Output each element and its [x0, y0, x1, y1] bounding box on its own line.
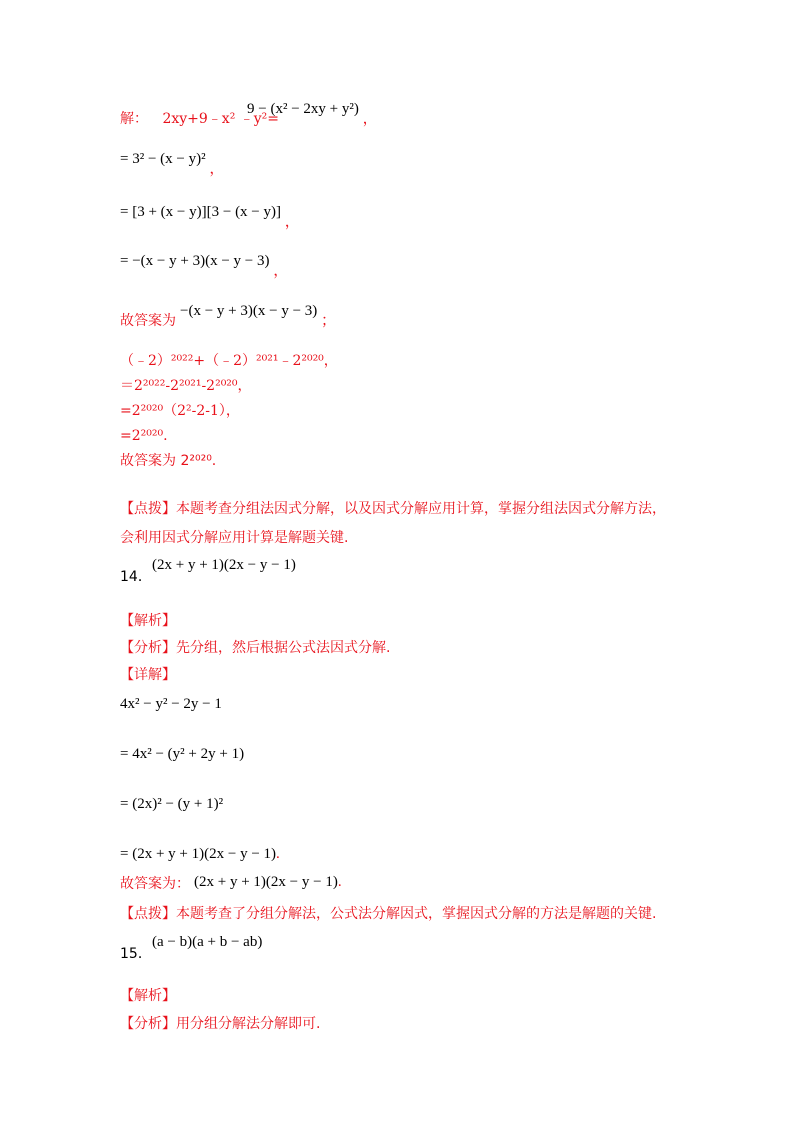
- calc-line-2: ＝2²⁰²²-2²⁰²¹-2²⁰²⁰，: [120, 378, 252, 394]
- answer-expr: −(x − y + 3)(x − y − 3): [180, 303, 318, 319]
- question-14-number: 14．: [120, 569, 152, 585]
- analysis-header-15: 【解析】: [120, 988, 176, 1004]
- line-end-1: ，: [362, 111, 378, 127]
- line-end-5: ；: [321, 313, 337, 329]
- math-expr-1: 9 − (x² − 2xy + y²): [247, 101, 359, 117]
- answer-line-13b: 故答案为 2²⁰²⁰.: [120, 453, 217, 469]
- step-3: = (2x)² − (y + 1)²: [120, 796, 224, 812]
- answer-math-13a: [180, 302, 337, 329]
- step-4-expr: = (2x + y + 1)(2x − y − 1): [120, 846, 277, 862]
- analysis-14: 【分析】先分组，然后根据公式法因式分解.: [120, 640, 391, 656]
- question-15-number: 15．: [120, 946, 152, 962]
- answer-label-14: 故答案为：: [120, 876, 190, 892]
- tip-14: 【点拨】本题考查了分组分解法，公式法分解因式，掌握因式分解的方法是解题的关键.: [120, 906, 657, 922]
- calc-line-3: =2²⁰²⁰（2²-2-1），: [120, 403, 240, 419]
- line-end-2: ，: [209, 161, 225, 177]
- answer-line-14: [120, 875, 190, 893]
- step-2: = 4x² − (y² + 2y + 1): [120, 746, 245, 762]
- answer-math-14: [194, 873, 342, 891]
- math-line-4: [120, 252, 289, 279]
- math-expr-2: = 3² − (x − y)²: [120, 151, 206, 167]
- answer-expr-14: (2x + y + 1)(2x − y − 1): [194, 874, 338, 890]
- question-15-answer: (a − b)(a + b − ab): [152, 934, 263, 950]
- calc-line-4: =2²⁰²⁰.: [120, 428, 168, 444]
- step-4: [120, 845, 280, 863]
- answer-line-13a: [120, 312, 176, 330]
- answer-label: 故答案为: [120, 313, 176, 329]
- detail-header-14: 【详解】: [120, 667, 176, 683]
- tip-line-1: 【点拨】本题考查分组法因式分解，以及因式分解应用计算，掌握分组法因式分解方法，: [120, 501, 666, 517]
- answer-end-14: .: [337, 874, 342, 890]
- calc-line-1: （﹣2）²⁰²²+（﹣2）²⁰²¹﹣2²⁰²⁰，: [120, 353, 338, 369]
- solution-expr: 2xy+9﹣x² ﹣y²=: [162, 111, 280, 127]
- analysis-15: 【分析】用分组分解法分解即可.: [120, 1016, 321, 1032]
- line-end-3: ，: [284, 214, 300, 230]
- math-line-1: [247, 100, 378, 127]
- solution-label: 解：: [120, 111, 148, 127]
- math-line-2: [120, 150, 225, 177]
- math-expr-3: = [3 + (x − y)][3 − (x − y)]: [120, 204, 282, 220]
- analysis-header-14: 【解析】: [120, 613, 176, 629]
- tip-line-2: 会利用因式分解应用计算是解题关键.: [120, 530, 349, 546]
- step-1: 4x² − y² − 2y − 1: [120, 696, 222, 712]
- line-end-4: ，: [273, 263, 289, 279]
- question-14-answer: (2x + y + 1)(2x − y − 1): [152, 557, 296, 573]
- step-4-end: .: [276, 846, 280, 862]
- math-line-3: [120, 203, 300, 230]
- math-expr-4: = −(x − y + 3)(x − y − 3): [120, 253, 270, 269]
